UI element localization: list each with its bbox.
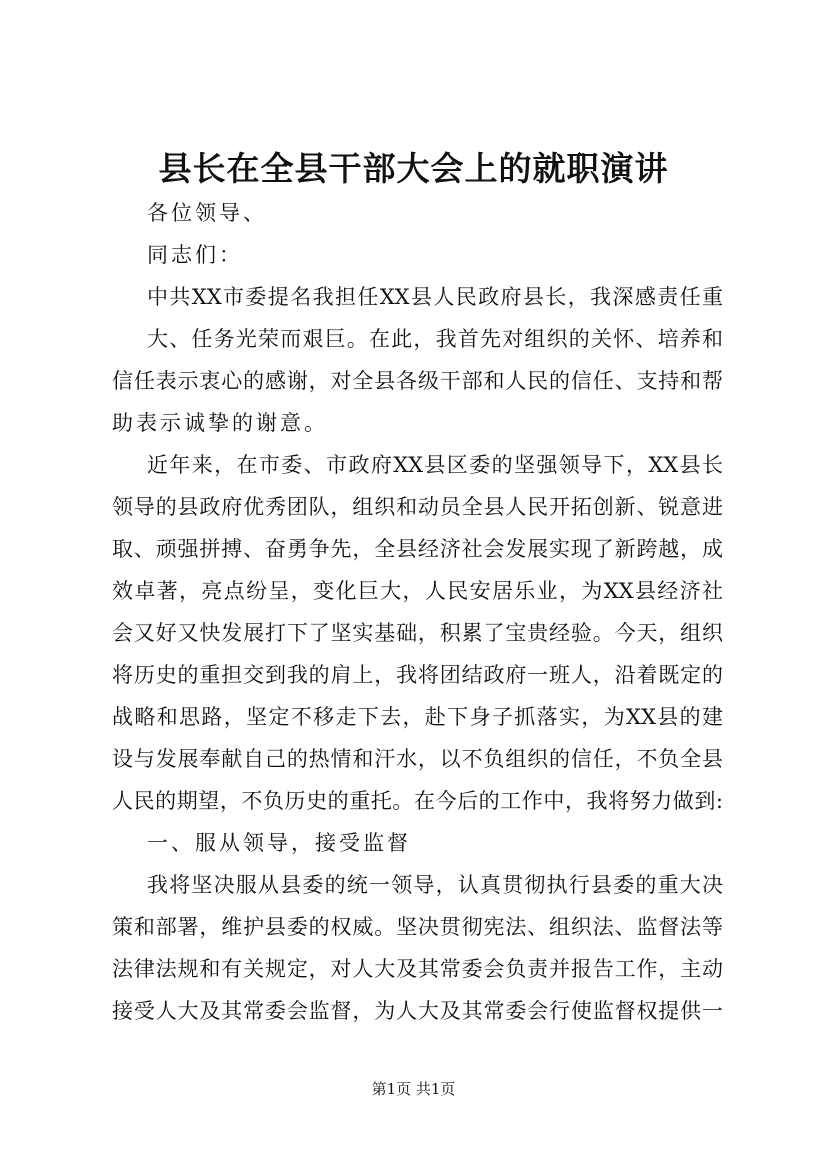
page-number-footer: 第1页 共1页 — [371, 1080, 456, 1098]
text-line: 我将坚决服从县委的统一领导，认真贯彻执行县委的重大决 — [147, 873, 723, 897]
text-line: 助表示诚挚的谢意。 — [112, 411, 328, 435]
text-line: 接受人大及其常委会监督，为人大及其常委会行使监督权提供一 — [112, 999, 723, 1023]
text-line: 中共XX市委提名我担任XX县人民政府县长，我深感责任重 — [147, 285, 723, 309]
text-line: 大、任务光荣而艰巨。在此，我首先对组织的关怀、培养和 — [147, 327, 723, 351]
document-title: 县长在全县干部大会上的就职演讲 — [158, 149, 669, 188]
text-line: 设与发展奉献自己的热情和汗水，以不负组织的信任，不负全县 — [112, 747, 723, 771]
text-line: 一、服从领导，接受监督 — [147, 831, 411, 855]
text-line: 取、顽强拼搏、奋勇争先，全县经济社会发展实现了新跨越，成 — [112, 537, 723, 561]
text-line: 将历史的重担交到我的肩上，我将团结政府一班人，沿着既定的 — [112, 663, 723, 687]
text-line: 法律法规和有关规定，对人大及其常委会负责并报告工作，主动 — [112, 957, 723, 981]
text-line: 会又好又快发展打下了坚实基础，积累了宝贵经验。今天，组织 — [112, 621, 723, 645]
text-line: 战略和思路，坚定不移走下去，赴下身子抓落实，为XX县的建 — [112, 705, 723, 729]
text-line: 各位领导、 — [147, 201, 267, 225]
text-line: 近年来，在市委、市政府XX县区委的坚强领导下，XX县长 — [147, 453, 723, 477]
text-line: 策和部署，维护县委的权威。坚决贯彻宪法、组织法、监督法等 — [112, 915, 723, 939]
text-line: 人民的期望，不负历史的重托。在今后的工作中，我将努力做到: — [112, 789, 723, 813]
text-line: 效卓著，亮点纷呈，变化巨大，人民安居乐业，为XX县经济社 — [112, 579, 723, 603]
text-line: 领导的县政府优秀团队，组织和动员全县人民开拓创新、锐意进 — [112, 495, 723, 519]
text-line: 信任表示衷心的感谢，对全县各级干部和人民的信任、支持和帮 — [112, 369, 723, 393]
text-line: 同志们： — [147, 243, 243, 267]
document-body — [112, 192, 723, 1032]
